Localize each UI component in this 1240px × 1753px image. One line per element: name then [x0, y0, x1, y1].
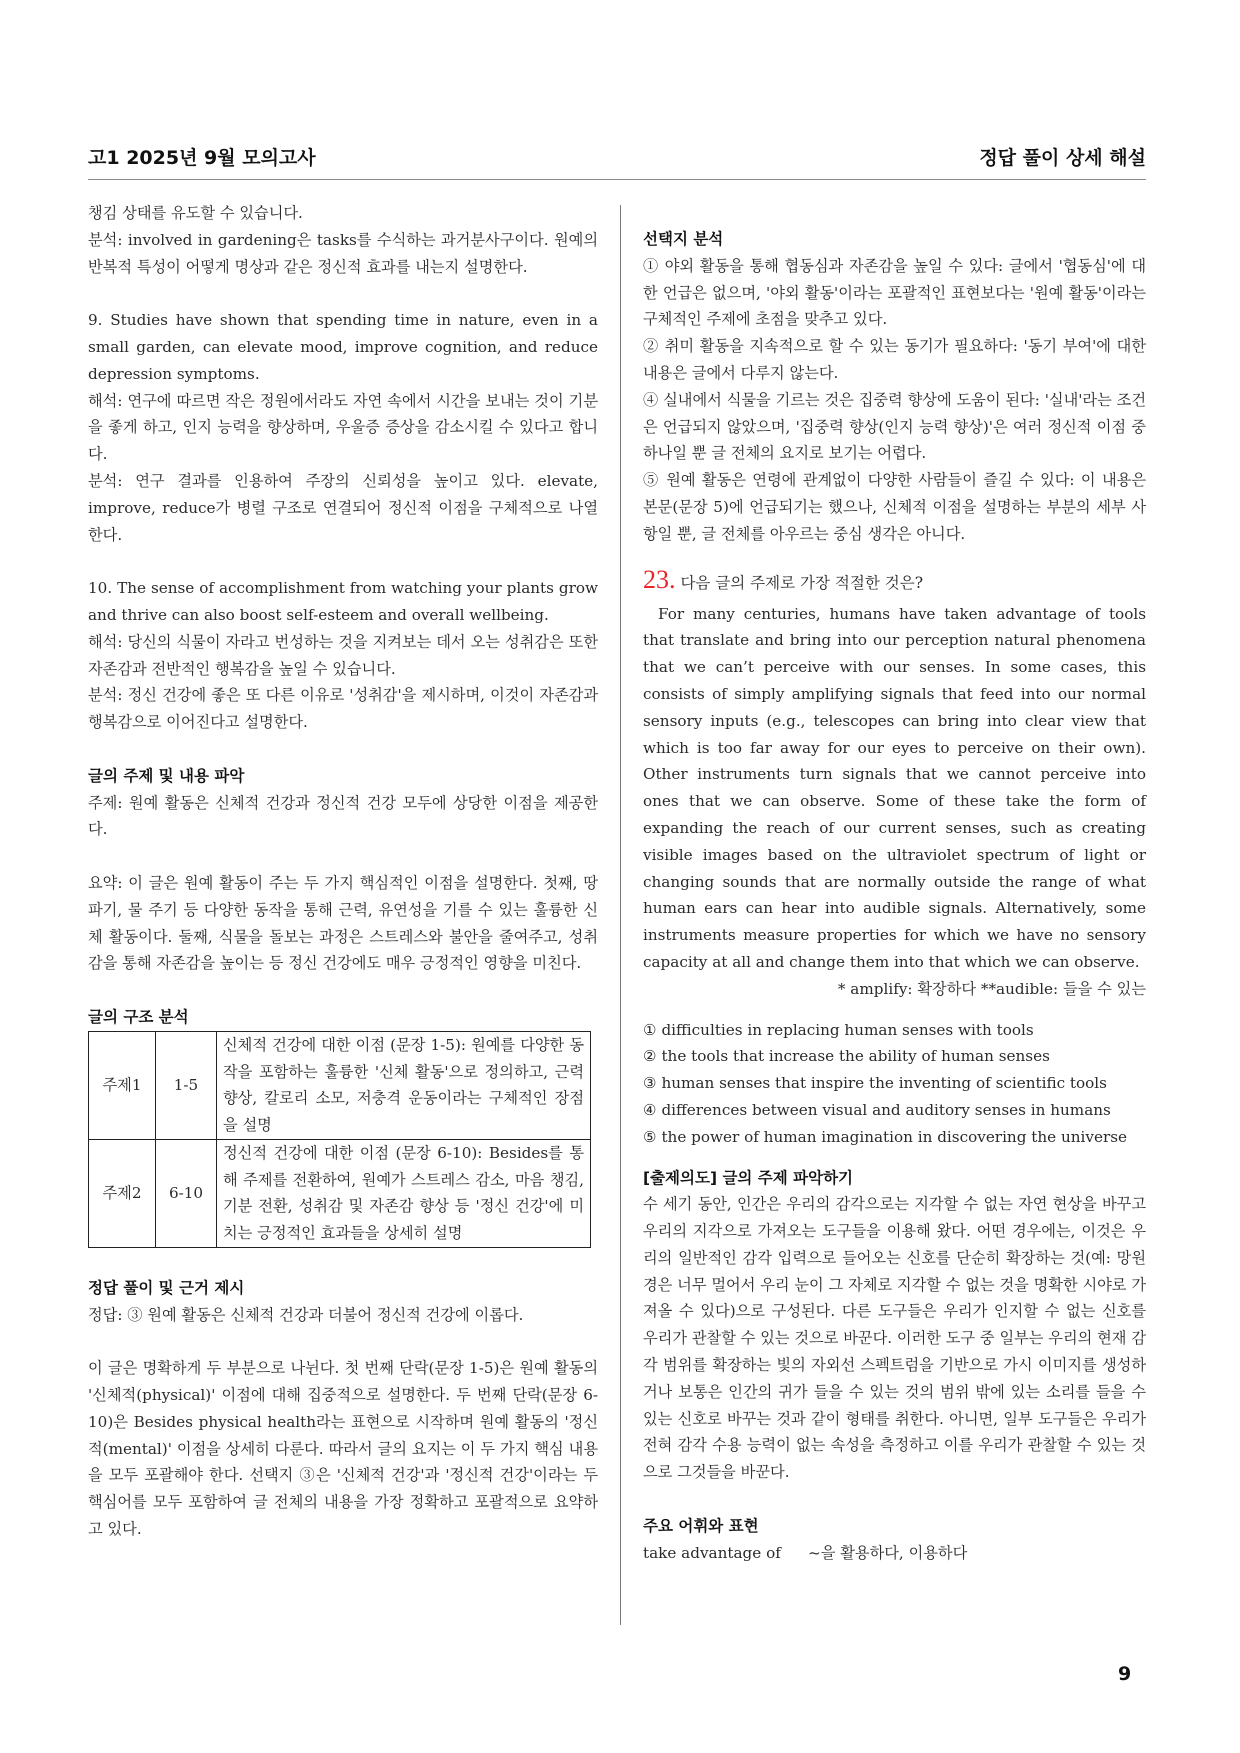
table-row: [89, 1139, 591, 1247]
vocab-item: [643, 1540, 1146, 1567]
sentence-10-translation: 해석: 당신의 식물이 자라고 번성하는 것을 지켜보는 데서 오는 성취감은 또한 자존감과 전반적인 행복감을 높일 수 있습니다.: [88, 632, 598, 678]
question-passage: For many centuries, humans have taken advantage of tools that translate and bring into our perception natural phenomena that we can’t perceive with our senses. In some cases, this consists of simply amplifying signals that feed into our normal sensory inputs (e.g., telescopes can bring into clear view that which is too far away for our eyes to perceive on their own). Other instruments turn signals that we cannot perceive into ones that we can observe. Some of these take the form of expanding the reach of our current senses, such as creating visible images based on the ultraviolet spectrum of light or changing sounds that are normally outside the range of what human ears can hear into audible signals. Alternatively, some instruments measure properties for which we have no sensory capacity at all and change them into that which we can observe.: [643, 604, 1146, 971]
intent-heading: [출제의도] 글의 주제 파악하기: [643, 1168, 854, 1187]
row-range: 6-10: [156, 1139, 217, 1247]
intro-line: 챙김 상태를 유도할 수 있습니다.: [88, 204, 303, 222]
intent-translation: 수 세기 동안, 인간은 우리의 감각으로는 지각할 수 없는 자연 현상을 바꾸고 우리의 지각으로 가져오는 도구들을 이용해 왔다. 어떤 경우에는, 이것은 우리의 일반적인 감각 입력으로 들어오는 신호를 단순히 확장하는 것(예: 망원경은 너무 멀어서 우리 눈이 그 자체로 지각할 수 없는 것을 명확한 시야로 가져올 수 있다)으로 구성된다. 다른 도구들은 우리가 인지할 수 없는 신호를 우리가 관찰할 수 있는 것으로 바꾼다. 이러한 도구 중 일부는 우리의 현재 감각 범위를 확장하는 빛의 자외선 스펙트럼을 기반으로 가시 이미지를 생성하거나 보통은 인간의 귀가 들을 수 있는 것의 범위 밖에 있는 소리를 들을 수 있는 신호로 바꾸는 것과 같이 형태를 취한다. 아니면, 일부 도구들은 우리가 전혀 감각 수용 능력이 없는 속성을 측정하고 이를 우리가 관찰할 수 있는 것으로 그것들을 바꾼다.: [643, 1195, 1146, 1482]
row-label: 주제2: [89, 1139, 156, 1247]
summary-text: 요약: 이 글은 원예 활동이 주는 두 가지 핵심적인 이점을 설명한다. 첫째, 땅 파기, 물 주기 등 다양한 동작을 통해 근력, 유연성을 기를 수 있는 훌륭한 신체 활동이다. 둘째, 식물을 돌보는 과정은 스트레스와 불안을 줄여주고, 성취감을 통해 자존감을 높이는 등 정신 건강에도 매우 긍정적인 영향을 미친다.: [88, 873, 598, 973]
footnote: * amplify: 확장하다 **audible: 들을 수 있는: [837, 979, 1146, 998]
answer-choice-3: ③ human senses that inspire the inventing of scientific tools: [643, 1074, 1107, 1093]
intro-analysis: 분석: involved in gardening은 tasks를 수식하는 과거분사구이다. 원예의 반복적 특성이 어떻게 명상과 같은 정신적 효과를 내는지 설명한다.: [88, 230, 598, 276]
page-header: [88, 143, 1146, 180]
choice-analysis-item: ② 취미 활동을 지속적으로 할 수 있는 동기가 필요하다: '동기 부여'에 대한 내용은 글에서 다루지 않는다.: [643, 337, 1146, 382]
answer-choice-1: ① difficulties in replacing human senses with tools: [643, 1020, 1034, 1039]
section-title: 정답 풀이 상세 해설: [979, 147, 1146, 169]
row-range: 1-5: [156, 1031, 217, 1139]
answer-choice-2: ② the tools that increase the ability of human senses: [643, 1047, 1050, 1066]
question-number: 23.: [643, 564, 676, 594]
row-description: 신체적 건강에 대한 이점 (문장 1-5): 원예를 다양한 동작을 포함하는 훌륭한 '신체 활동'으로 정의하고, 근력 향상, 칼로리 소모, 저충격 운동이라는 구체적인 장점을 설명: [217, 1031, 591, 1139]
answer-choice-4: ④ differences between visual and auditory senses in humans: [643, 1100, 1111, 1119]
sentence-10-english: 10. The sense of accomplishment from watching your plants grow and thrive can also boost self-esteem and overall wellbeing.: [88, 579, 598, 624]
exam-title: 고1 2025년 9월 모의고사: [88, 147, 316, 169]
vocab-meaning: ~을 활용하다, 이용하다: [808, 1543, 968, 1562]
answer-text: 정답: ③ 원예 활동은 신체적 건강과 더불어 정신적 건강에 이롭다.: [88, 1305, 524, 1324]
vocab-heading: 주요 어휘와 표현: [643, 1516, 759, 1535]
question-prompt: 다음 글의 주제로 가장 적절한 것은?: [680, 573, 924, 592]
question-title: [643, 562, 1146, 601]
structure-heading: 글의 구조 분석: [88, 1007, 189, 1026]
choice-analysis-item: ④ 실내에서 식물을 기르는 것은 집중력 향상에 도움이 된다: '실내'라는 조건은 언급되지 않았으며, '집중력 향상(인지 능력 향상)'은 여러 정신적 이점 중 하나일 뿐 글 전체의 요지로 보기는 어렵다.: [643, 390, 1146, 463]
right-column: [643, 226, 1146, 1566]
sentence-9-analysis: 분석: 연구 결과를 인용하여 주장의 신뢰성을 높이고 있다. elevate, improve, reduce가 병렬 구조로 연결되어 정신적 이점을 구체적으로 나열한다.: [88, 471, 598, 544]
row-label: 주제1: [89, 1031, 156, 1139]
answer-explanation: 이 글은 명확하게 두 부분으로 나뉜다. 첫 번째 단락(문장 1-5)은 원예 활동의 '신체적(physical)' 이점에 대해 집중적으로 설명한다. 두 번째 단락(문장 6-10)은 Besides physical health라는 표현으로 시작하며 원예 활동의 '정신적(mental)' 이점을 상세히 다룬다. 따라서 글의 요지는 이 두 가지 핵심 내용을 모두 포괄해야 한다. 선택지 ③은 '신체적 건강'과 '정신적 건강'이라는 두 핵심어를 모두 포함하여 글 전체의 내용을 가장 정확하고 포괄적으로 요약하고 있다.: [88, 1359, 598, 1539]
answer-choice-5: ⑤ the power of human imagination in discovering the universe: [643, 1127, 1127, 1146]
choice-analysis-item: ⑤ 원예 활동은 연령에 관계없이 다양한 사람들이 즐길 수 있다: 이 내용은 본문(문장 5)에 언급되기는 했으나, 신체적 이점을 설명하는 부분의 세부 사항일 뿐, 글 전체를 아우르는 중심 생각은 아니다.: [643, 471, 1146, 543]
theme-heading: 글의 주제 및 내용 파악: [88, 766, 245, 785]
table-row: [89, 1031, 591, 1139]
theme-text: 주제: 원예 활동은 신체적 건강과 정신적 건강 모두에 상당한 이점을 제공한다.: [88, 793, 598, 839]
answer-heading: 정답 풀이 및 근거 제시: [88, 1278, 245, 1297]
sentence-9-translation: 해석: 연구에 따르면 작은 정원에서라도 자연 속에서 시간을 보내는 것이 기분을 좋게 하고, 인지 능력을 향상하며, 우울증 증상을 감소시킬 수 있다고 합니다.: [88, 391, 598, 464]
column-divider: [620, 205, 621, 1625]
left-column: [88, 200, 598, 1543]
sentence-9-english: 9. Studies have shown that spending time in nature, even in a small garden, can elevate mood, improve cognition, and reduce depression symptoms.: [88, 311, 598, 383]
structure-table: [88, 1031, 591, 1248]
row-description: 정신적 건강에 대한 이점 (문장 6-10): Besides를 통해 주제를 전환하여, 원예가 스트레스 감소, 마음 챙김, 기분 전환, 성취감 및 자존감 향상 등 '정신 건강'에 미치는 긍정적인 효과들을 상세히 설명: [217, 1139, 591, 1247]
sentence-10-analysis: 분석: 정신 건강에 좋은 또 다른 이유로 '성취감'을 제시하며, 이것이 자존감과 행복감으로 이어진다고 설명한다.: [88, 686, 598, 732]
choice-analysis-heading: 선택지 분석: [643, 230, 724, 248]
vocab-term: take advantage of: [643, 1543, 781, 1562]
page-number: 9: [1118, 1663, 1132, 1685]
choice-analysis-item: ① 야외 활동을 통해 협동심과 자존감을 높일 수 있다: 글에서 '협동심'에 대한 언급은 없으며, '야외 활동'이라는 포괄적인 표현보다는 '원예 활동'이라는 구체적인 주제에 초점을 맞추고 있다.: [643, 256, 1146, 329]
